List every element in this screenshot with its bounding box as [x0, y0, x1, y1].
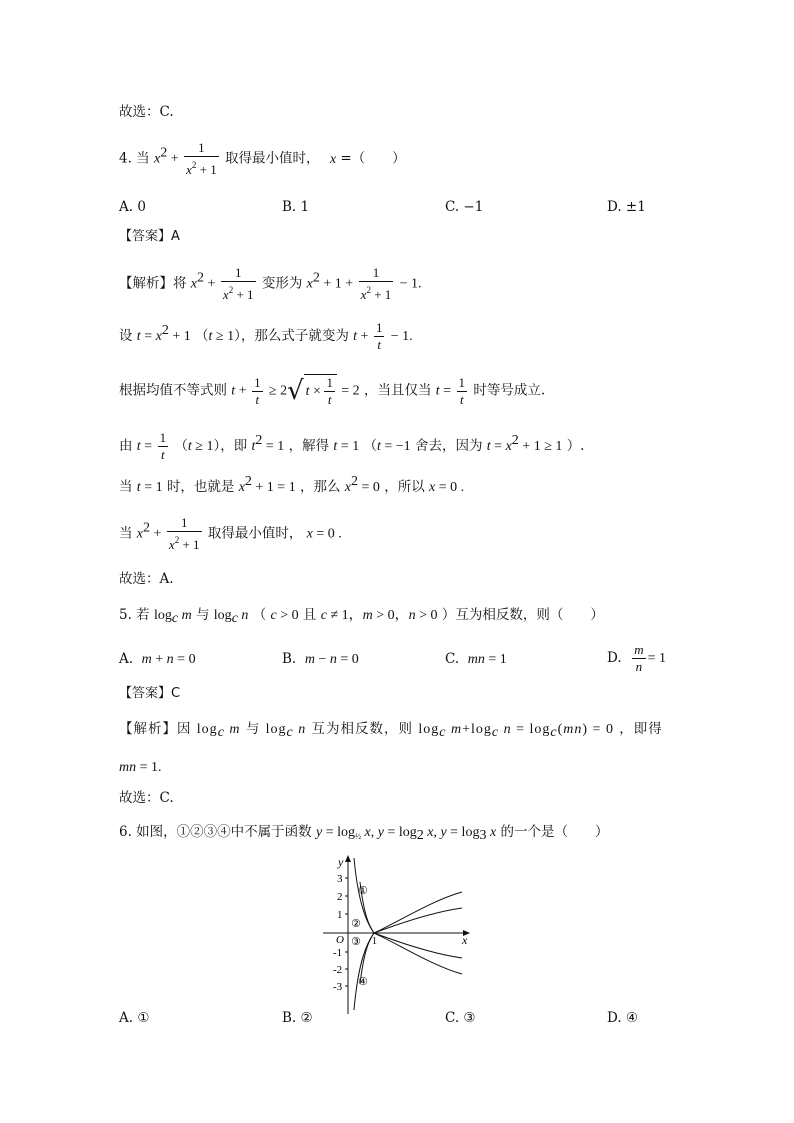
curve-2: [360, 882, 462, 933]
fraction: $\frac{1}{t}$: [375, 320, 383, 352]
y-axis-label: y: [338, 855, 344, 869]
y-tick-label: -3: [333, 981, 343, 993]
q4-analysis-line5: 当 t = 1 时，也就是 $x^2 + 1 = 1$ ，那么 $x^2 = 0$ ，所以 x = 0 .: [119, 474, 465, 495]
x-tick-one: 1: [372, 936, 377, 947]
curve-label-2: ②: [351, 917, 361, 930]
q4-analysis-line4: 由 t = $\frac{1}{t}$ （t ≥ 1），即 $t^2 = 1$ ，解得 t = 1 （t = −1 舍去，因为 $t = x^2 + 1 \ge 1$ ）.: [119, 430, 585, 462]
fraction: $\frac{1}{t}$: [458, 374, 466, 407]
q4-analysis-line2: 设 $t = x^2 + 1$ （t ≥ 1），那么式子就变为 t + $\frac{1}{t}$ − 1.: [119, 320, 413, 352]
q6-option-d: D. ④: [607, 1010, 639, 1026]
q4-answer: 【答案】A: [119, 229, 180, 244]
fraction: $\frac{1}{x^2 + 1}$: [168, 515, 200, 552]
y-tick-label: -1: [333, 947, 343, 959]
origin-label: O: [336, 934, 344, 946]
q5-stem: 5. 若 $\log_c m$ 与 $\log_c n$ （ c > 0 且 c ≠ 1，m > 0，n > 0 ）互为相反数，则（ ）: [119, 607, 604, 626]
y-tick-label: 2: [337, 891, 343, 903]
q5-result: 故选：C.: [119, 790, 174, 806]
q5-analysis-cont: mn = 1.: [119, 760, 162, 775]
x-axis-label: x: [462, 933, 468, 947]
q6-stem: 6. 如图，①②③④中不属于函数 $y = \log_{\frac{1}{2}} x$, $y = \log_2 x$, $y = \log_3 x$ 的一个是（ ）: [119, 824, 609, 843]
y-axis-arrow-icon: [345, 855, 351, 862]
q4-option-a: A. 0: [119, 199, 146, 215]
q5-option-c: C. mn = 1: [445, 651, 507, 667]
q4-option-d: D. ±1: [607, 199, 646, 215]
fraction: $\frac{1}{t}$: [254, 374, 261, 407]
fraction: $\frac{m}{n}$: [634, 642, 644, 674]
curve-label-4: ④: [358, 975, 368, 988]
q4-result: 故选：A.: [119, 571, 174, 587]
y-tick-label: -2: [333, 964, 343, 976]
q4-analysis-line3: 根据均值不等式则 t + $\frac{1}{t}$ ≥ 2√ t × $\frac{1}{t}$ = 2 ，当且仅当 t = $\frac{1}{t}$ 时等号成立.: [119, 374, 546, 407]
q5-option-a: A. m + n = 0: [119, 651, 196, 667]
q3-result: 故选：C.: [119, 104, 174, 120]
q4-analysis-line1: 【解析】将 $x^2$ + $\frac{1}{x^2 + 1}$ 变形为 $x^2 + 1$ + $\frac{1}{x^2 + 1}$ − 1.: [119, 265, 422, 302]
q5-option-d: D. $\frac{m}{n}$ = 1: [607, 642, 667, 674]
fraction: $\frac{1}{t}$: [159, 430, 167, 462]
fraction: $\frac{1}{x^2 + 1}$: [222, 265, 254, 302]
q4-analysis-line6: 当 $x^2$ + $\frac{1}{x^2 + 1}$ 取得最小值时， x = 0 .: [119, 515, 342, 552]
fraction: $\frac{1}{x^2 + 1}$: [360, 265, 392, 302]
log-function-graph: [318, 852, 478, 1018]
q6-option-b: B. ②: [282, 1010, 313, 1026]
q5-answer: 【答案】C: [119, 686, 181, 701]
y-tick-label: 3: [337, 873, 343, 885]
fraction: $\frac{1}{t}$: [326, 375, 333, 407]
curve-1: [354, 858, 462, 933]
q6-option-a: A. ①: [119, 1010, 150, 1026]
fraction: $\frac{1}{x^2 + 1}$: [186, 140, 217, 177]
y-tick-label: 1: [337, 909, 343, 921]
q4-stem: 4. 当 $x^2$ + $\frac{1}{x^2 + 1}$ 取得最小值时， x =（ ）: [119, 140, 406, 177]
q5-option-b: B. m − n = 0: [282, 651, 359, 667]
q6-option-c: C. ③: [445, 1010, 476, 1026]
curve-label-3: ③: [351, 935, 361, 948]
q4-option-b: B. 1: [282, 199, 310, 215]
curve-label-1: ①: [358, 884, 368, 897]
q4-option-c: C. −1: [445, 199, 484, 215]
q5-analysis: 【解析】因 $\log_c m$ 与 $\log_c n$ 互为相反数，则 $\log_c m+\log_c$ $n = \log_c(mn) = 0$ ，即得: [119, 721, 663, 740]
